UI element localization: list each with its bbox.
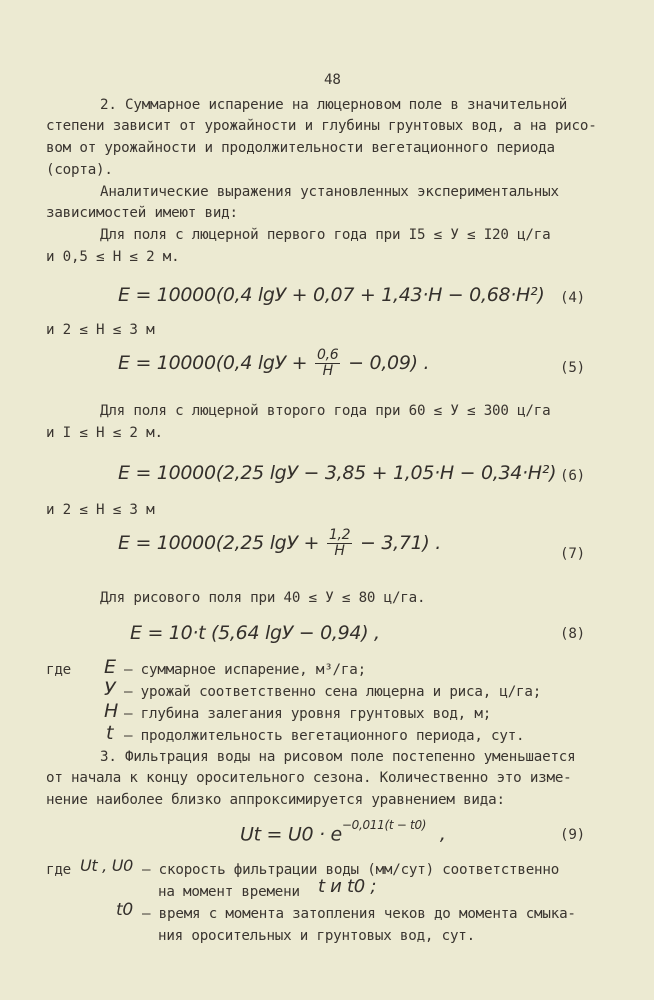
text-line: и 2 ≤ Н ≤ 3 м bbox=[46, 322, 155, 338]
text-line: Для рисового поля при 40 ≤ У ≤ 80 ц/га. bbox=[100, 590, 426, 606]
equation-5-fraction bbox=[315, 348, 340, 379]
equation-9-base: Ut = U0 · e bbox=[240, 823, 342, 846]
text-line: 2. Суммарное испарение на люцерновом поле в значительной bbox=[100, 97, 568, 113]
definition-line: – урожай соответственно сена люцерна и риса, ц/га; bbox=[124, 684, 542, 700]
equation-number-4: (4) bbox=[560, 290, 586, 306]
text-line: от начала к концу оросительного сезона. Количественно это изме- bbox=[46, 770, 572, 786]
equation-number-9: (9) bbox=[560, 827, 586, 843]
equation-9 bbox=[240, 818, 446, 846]
text-line: нение наиболее близко аппроксимируется уравнением вида: bbox=[46, 792, 505, 808]
definition-line: – время с момента затопления чеков до момента смыка- bbox=[142, 906, 576, 922]
symbol-h: Н bbox=[104, 700, 118, 722]
symbol-t0: t0 bbox=[116, 900, 133, 920]
definition-line: – глубина залегания уровня грунтовых вод, м; bbox=[124, 706, 492, 722]
text-line: и 0,5 ≤ Н ≤ 2 м. bbox=[46, 249, 180, 265]
where-label: где bbox=[46, 862, 72, 878]
definition-line: – продолжительность вегетационного периода, сут. bbox=[124, 728, 525, 744]
equation-7 bbox=[118, 528, 441, 559]
equation-5-right: − 0,09) . bbox=[348, 352, 430, 374]
fraction-numerator: 0,6 bbox=[317, 347, 339, 363]
equation-4: E = 10000(0,4 lgУ + 0,07 + 1,43·Н − 0,68·Н²) bbox=[118, 284, 545, 306]
equation-7-left: E = 10000(2,25 lgУ + bbox=[118, 532, 320, 554]
equation-8: E = 10·t (5,64 lgУ − 0,94) , bbox=[130, 622, 380, 644]
text-line: (сорта). bbox=[46, 162, 113, 178]
symbol-ut-u0: Ut , U0 bbox=[80, 856, 134, 875]
text-line: зависимостей имеют вид: bbox=[46, 205, 238, 221]
text-line: Аналитические выражения установленных экспериментальных bbox=[100, 184, 559, 200]
definition-line: – суммарное испарение, м³/га; bbox=[124, 662, 366, 678]
definition-line: – скорость фильтрации воды (мм/сут) соответственно bbox=[142, 862, 560, 878]
symbol-t: t bbox=[106, 722, 114, 744]
text-line: и I ≤ Н ≤ 2 м. bbox=[46, 425, 163, 441]
text-line: степени зависит от урожайности и глубины грунтовых вод, а на рисо- bbox=[46, 118, 597, 134]
equation-number-8: (8) bbox=[560, 626, 586, 642]
equation-6: E = 10000(2,25 lgУ − 3,85 + 1,05·Н − 0,34·Н²) bbox=[118, 462, 557, 484]
equation-9-comma: , bbox=[439, 823, 446, 846]
equation-7-right: − 3,71) . bbox=[359, 532, 442, 554]
equation-number-5: (5) bbox=[560, 360, 586, 376]
equation-7-fraction bbox=[327, 528, 352, 559]
where-label: где bbox=[46, 662, 72, 678]
equation-number-7: (7) bbox=[560, 546, 586, 562]
definition-line: на момент времени bbox=[158, 884, 300, 900]
equation-number-6: (6) bbox=[560, 468, 586, 484]
fraction-numerator: 1,2 bbox=[328, 527, 351, 543]
text-line: и 2 ≤ Н ≤ 3 м bbox=[46, 502, 155, 518]
page-number: 48 bbox=[324, 72, 341, 88]
text-line: Для поля с люцерной первого года при I5 ≤ У ≤ I20 ц/га bbox=[100, 227, 551, 243]
symbol-e: E bbox=[104, 656, 116, 678]
definition-line: ния оросительных и грунтовых вод, сут. bbox=[158, 928, 475, 944]
fraction-denominator: Н bbox=[322, 363, 333, 379]
equation-5-left: E = 10000(0,4 lgУ + bbox=[118, 352, 308, 374]
symbol-u: У bbox=[104, 678, 116, 700]
equation-5 bbox=[118, 348, 429, 379]
fraction-denominator: Н bbox=[334, 543, 345, 559]
text-line: Для поля с люцерной второго года при 60 ≤ У ≤ 300 ц/га bbox=[100, 403, 551, 419]
symbol-t-t0: t и t0 ; bbox=[318, 876, 377, 897]
text-line: вом от урожайности и продолжительности вегетационного периода bbox=[46, 140, 555, 156]
equation-9-exponent: −0,011(t − t0) bbox=[341, 818, 427, 832]
text-line: 3. Фильтрация воды на рисовом поле постепенно уменьшается bbox=[100, 749, 576, 765]
